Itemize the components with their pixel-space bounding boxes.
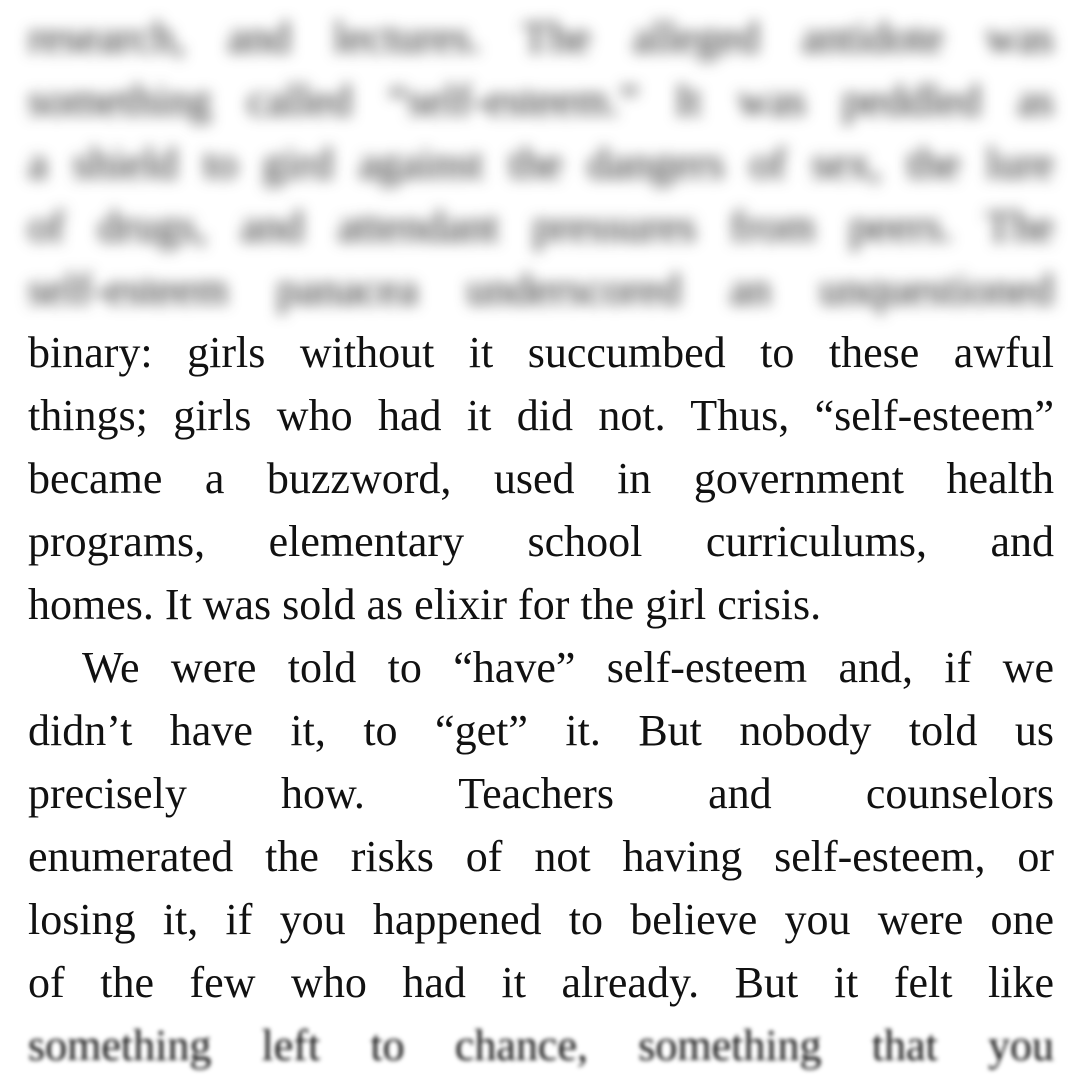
text-line: of the few who had it already. But it felt like [28, 958, 1054, 1007]
text-line: research, and lectures. The alleged antidote was [28, 13, 1054, 62]
text-line: precisely how. Teachers and counselors [28, 769, 1054, 818]
text-line: homes. It was sold as elixir for the girl crisis. [28, 580, 822, 629]
text-line: of drugs, and attendant pressures from peers. The [28, 202, 1054, 251]
blurred-top-text [28, 6, 1054, 321]
text-line: self-esteem panacea underscored an unquestioned [28, 265, 1054, 314]
text-line: losing it, if you happened to believe you were one [28, 895, 1054, 944]
text-line: binary: girls without it succumbed to these awful [28, 328, 1054, 377]
blurred-bottom-text [28, 1014, 1054, 1077]
body-text [28, 6, 1054, 1077]
text-line: a shield to gird against the dangers of sex, the lure [28, 139, 1054, 188]
text-line: We were told to “have” self-esteem and, if we [82, 643, 1054, 692]
text-line: things; girls who had it did not. Thus, “self-esteem” [28, 391, 1054, 440]
text-line: programs, elementary school curriculums, and [28, 517, 1054, 566]
text-line: something left to chance, something that you [28, 1021, 1054, 1070]
paragraph-1 [28, 321, 1054, 636]
paragraph-2 [28, 636, 1054, 1014]
text-line: became a buzzword, used in government health [28, 454, 1054, 503]
text-line: didn’t have it, to “get” it. But nobody told us [28, 706, 1054, 755]
text-line: enumerated the risks of not having self-esteem, or [28, 832, 1054, 881]
text-line: something called “self-esteem.” It was peddled as [28, 76, 1054, 125]
